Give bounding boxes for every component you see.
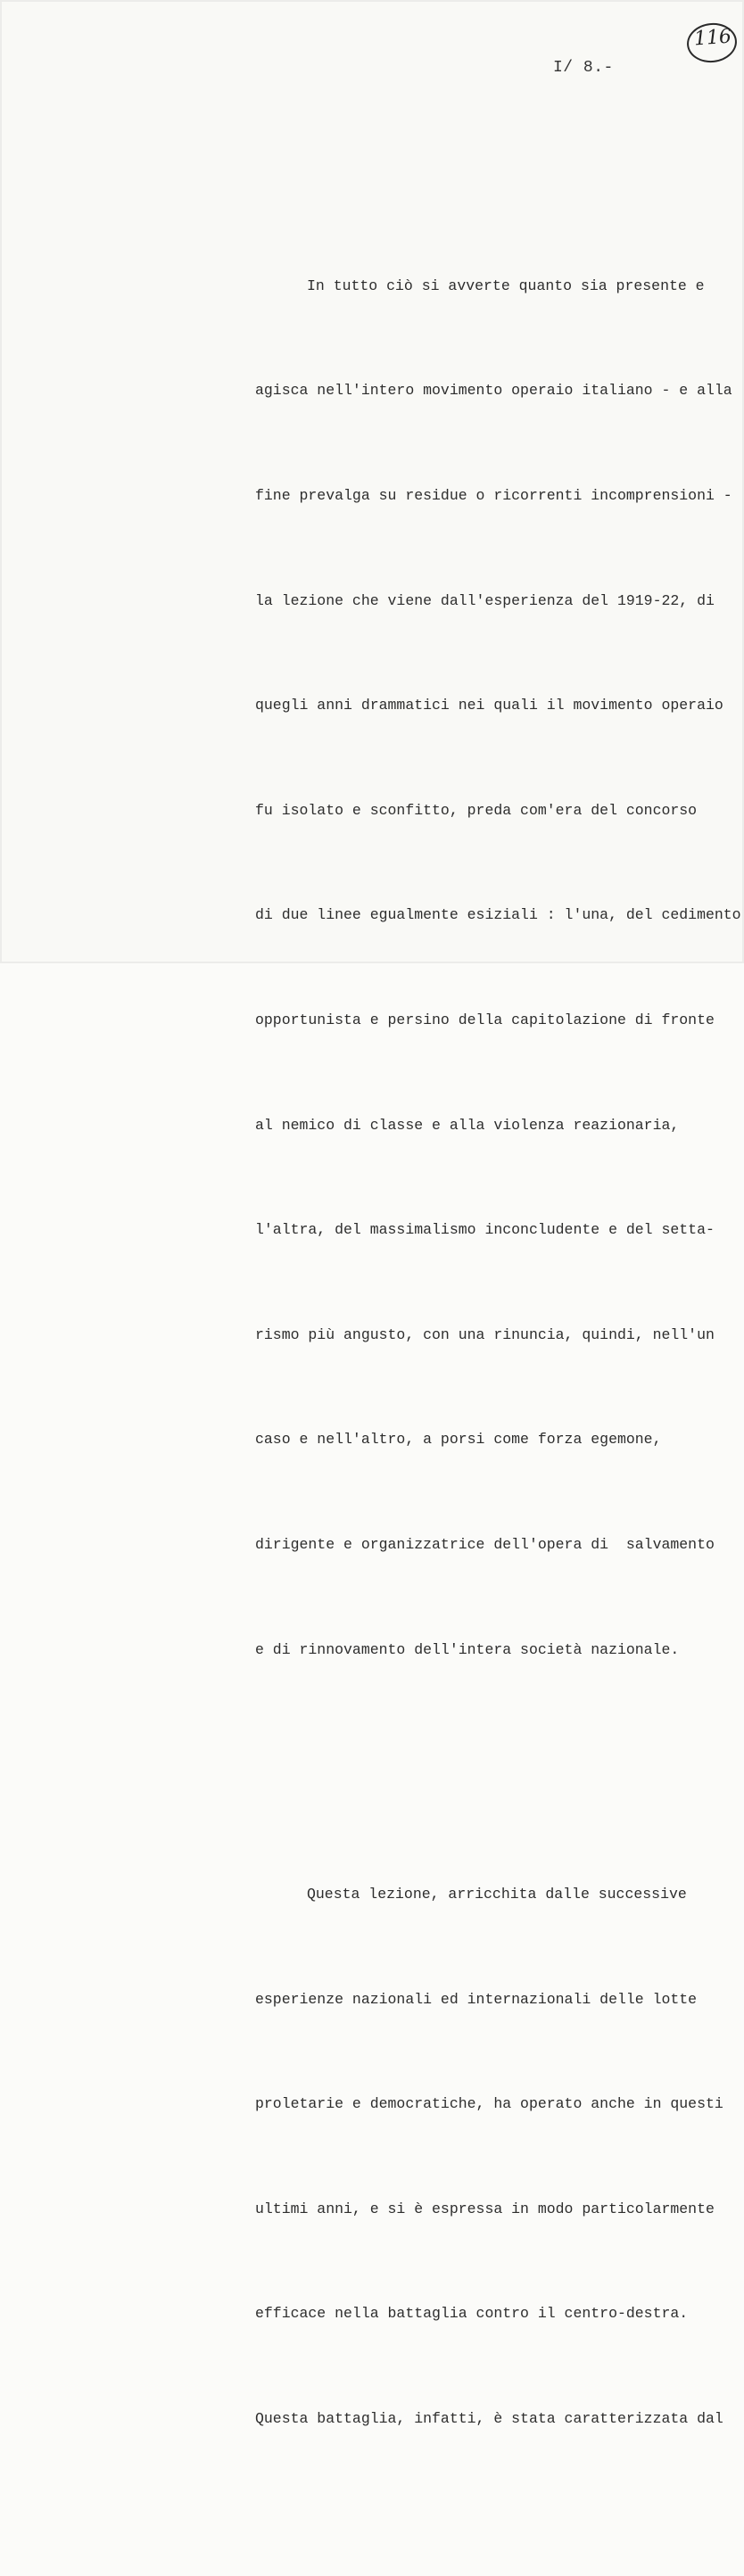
body-text xyxy=(255,128,740,2576)
archive-stamp xyxy=(685,21,739,62)
page-number: I/ 8.- xyxy=(553,59,614,77)
text-line: proletarie e democratiche, ha operato anche in questi xyxy=(255,2095,723,2113)
text-line: In tutto ciò si avverte quanto sia presente e xyxy=(307,277,705,294)
text-line: ultimi anni, e si è espressa in modo particolarmente xyxy=(255,2200,715,2217)
text-line: l'altra, del massimalismo inconcludente e del setta- xyxy=(255,1221,715,1239)
text-line: la lezione che viene dall'esperienza del 1919-22, di xyxy=(255,591,715,609)
text-line: agisca nell'intero movimento operaio italiano - e alla xyxy=(255,382,732,400)
paragraph-1 xyxy=(255,198,740,1737)
text-line: rismo più angusto, con una rinuncia, quindi, nell'un xyxy=(255,1325,715,1343)
text-line: esperienze nazionali ed internazionali delle lotte xyxy=(255,1990,698,2008)
text-line: fine prevalga su residue o ricorrenti incomprensioni - xyxy=(255,487,732,504)
text-line: al nemico di classe e alla violenza reazionaria, xyxy=(255,1116,680,1134)
text-line: di due linee egualmente esiziali : l'una, del cedimento xyxy=(255,906,741,924)
text-line: efficace nella battaglia contro il centro-destra. xyxy=(255,2305,689,2323)
text-line: caso e nell'altro, a porsi come forza egemone, xyxy=(255,1431,662,1449)
text-line: quegli anni drammatici nei quali il movimento operaio xyxy=(255,697,723,714)
text-line: fu isolato e sconfitto, preda com'era del concorso xyxy=(255,801,698,819)
text-line: opportunista e persino della capitolazione di fronte xyxy=(255,1011,715,1028)
text-line: dirigente e organizzatrice dell'opera di salvamento xyxy=(255,1535,715,1553)
text-line: Questa lezione, arricchita dalle successive xyxy=(307,1885,687,1903)
text-line: Questa battaglia, infatti, è stata caratterizzata dal xyxy=(255,2409,723,2427)
stamp-number: 116 xyxy=(693,25,732,51)
paragraph-2 xyxy=(255,1807,740,2506)
text-line: e di rinnovamento dell'intera società nazionale. xyxy=(255,1640,680,1658)
